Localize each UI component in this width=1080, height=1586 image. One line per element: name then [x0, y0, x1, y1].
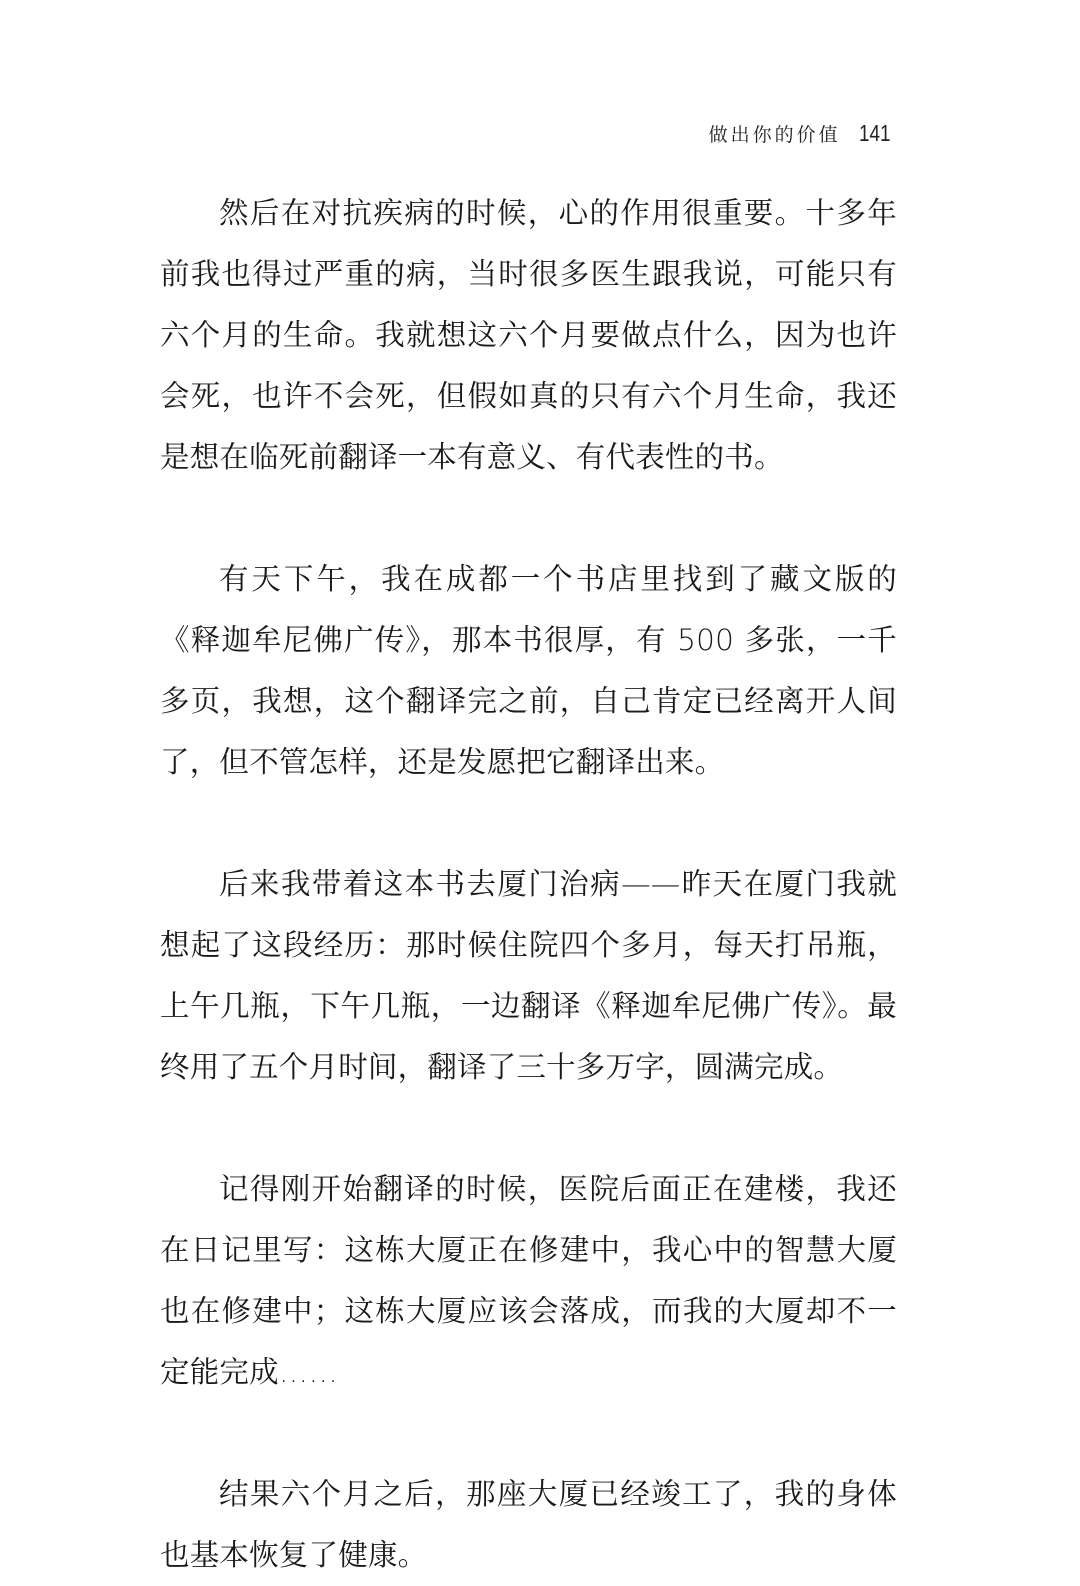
paragraph-3: 后来我带着这本书去厦门治病——昨天在厦门我就想起了这段经历：那时候住院四个多月，每天打吊瓶，上午几瓶，下午几瓶，一边翻译《释迦牟尼佛广传》。最终用了五个月时间，翻译了三十多万字，圆满完成。 [160, 867, 897, 1084]
paragraph-4: 记得刚开始翻译的时候，医院后面正在建楼，我还在日记里写：这栋大厦正在修建中，我心中的智慧大厦也在修建中；这栋大厦应该会落成，而我的大厦却不一定能完成…… [160, 1172, 897, 1389]
page-number: 141 [858, 120, 891, 146]
paragraph-1: 然后在对抗疾病的时候，心的作用很重要。十多年前我也得过严重的病，当时很多医生跟我说，可能只有六个月的生命。我就想这六个月要做点什么，因为也许会死，也许不会死，但假如真的只有六个月生命，我还是想在临死前翻译一本有意义、有代表性的书。 [160, 196, 897, 474]
paragraph-5: 结果六个月之后，那座大厦已经竣工了，我的身体也基本恢复了健康。 [160, 1477, 897, 1572]
chapter-title: 做出你的价值 [708, 124, 841, 146]
running-header [709, 120, 897, 147]
body-text [160, 183, 897, 1586]
paragraph-2: 有天下午，我在成都一个书店里找到了藏文版的《释迦牟尼佛广传》，那本书很厚，有 500 多张，一千多页，我想，这个翻译完之前，自己肯定已经离开人间了，但不管怎样，还是发愿把它翻译出来。 [160, 562, 897, 779]
